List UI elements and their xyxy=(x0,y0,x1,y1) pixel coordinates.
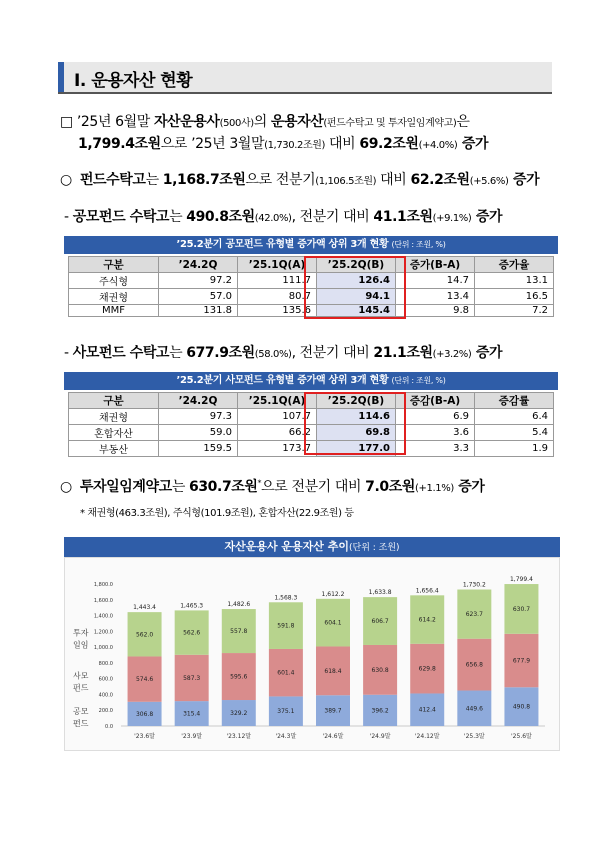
table-unit: (단위 : 조원, %) xyxy=(391,240,446,249)
stacked-bar-chart xyxy=(65,558,559,750)
ilim-keyword: 투자일임계약고 xyxy=(79,479,172,495)
y-tick-label: 200.0 xyxy=(98,708,113,715)
private-fund-line xyxy=(64,342,502,362)
fund-total: 1,168.7조원 xyxy=(162,172,246,188)
public-text: 증가 xyxy=(471,209,503,225)
table-cell: 9.8 xyxy=(396,305,475,317)
legend-label: 사모 xyxy=(73,671,89,681)
row-label: 채권형 xyxy=(69,289,159,305)
chart-container xyxy=(64,537,560,751)
bar-value-label: 630.7 xyxy=(512,605,531,613)
table-cell: 135.6 xyxy=(238,305,317,317)
table-cell: 107.7 xyxy=(238,409,317,425)
bar-value-label: 587.3 xyxy=(183,674,201,682)
table-cell: 5.4 xyxy=(475,425,554,441)
y-tick-label: 1,600.0 xyxy=(93,597,113,604)
ilim-text: 증가 xyxy=(453,479,485,495)
table-cell: 59.0 xyxy=(159,425,238,441)
fund-text: 는 xyxy=(145,172,163,188)
bar-value-label: 591.8 xyxy=(277,622,295,630)
legend-label: 펀드 xyxy=(73,719,89,729)
bar-total-label: 1,612.2 xyxy=(321,590,345,598)
column-header: 구분 xyxy=(69,393,159,409)
column-header: 구분 xyxy=(69,257,159,273)
summary-text: 으로 ’25년 3월말 xyxy=(160,136,265,152)
bar-value-label: 306.8 xyxy=(135,710,154,718)
column-header: ’25.2Q(B) xyxy=(317,257,396,273)
row-label: 채권형 xyxy=(69,409,159,425)
summary-text: ’25년 6월말 xyxy=(72,114,154,130)
private-total: 677.9조원 xyxy=(186,345,255,361)
x-tick-label: '23.6말 xyxy=(134,733,155,740)
x-tick-label: '25.3말 xyxy=(463,733,485,740)
chart-unit: (단위 : 조원) xyxy=(348,543,400,553)
row-label: 부동산 xyxy=(69,441,159,457)
table-cell: 145.4 xyxy=(317,305,396,317)
bar-value-label: 315.4 xyxy=(183,710,201,718)
bar-total-label: 1,465.3 xyxy=(180,602,204,610)
table-cell: 57.0 xyxy=(159,289,238,305)
y-tick-label: 600.0 xyxy=(98,676,113,683)
x-tick-label: '24.6말 xyxy=(322,733,344,740)
highlight-box xyxy=(304,256,406,319)
square-bullet-icon: □ xyxy=(60,114,73,130)
table-cell: 6.9 xyxy=(396,409,475,425)
table-title-text: ’25.2분기 사모펀드 유형별 증가액 상위 3개 현황 xyxy=(176,375,389,386)
private-rate: (+3.2%) xyxy=(432,349,472,360)
private-fund-table xyxy=(64,372,558,457)
summary-prev: (1,730.2조원) xyxy=(264,140,325,151)
bar-value-label: 557.8 xyxy=(230,628,248,636)
bar-value-label: 562.6 xyxy=(183,629,201,637)
bar-value-label: 490.8 xyxy=(512,703,531,711)
bar-value-label: 375.1 xyxy=(277,708,295,716)
summary-line-2 xyxy=(78,133,488,153)
chart-title xyxy=(64,537,560,557)
table-cell: 131.8 xyxy=(159,305,238,317)
bar-value-label: 601.4 xyxy=(277,669,295,677)
bar-value-label: 562.0 xyxy=(135,631,154,639)
dash-bullet: - xyxy=(64,209,69,225)
table-cell: 1.9 xyxy=(475,441,554,457)
circle-bullet-icon: ○ xyxy=(60,172,72,188)
bar-value-label: 396.2 xyxy=(371,707,389,715)
column-header: ’24.2Q xyxy=(159,257,238,273)
column-header: 증감(B-A) xyxy=(396,393,475,409)
private-share: (58.0%) xyxy=(254,349,292,360)
table-cell: 69.8 xyxy=(317,425,396,441)
bar-total-label: 1,633.8 xyxy=(368,589,392,597)
table-cell: 3.3 xyxy=(396,441,475,457)
ilim-increase: 7.0조원 xyxy=(365,479,416,495)
dash-bullet: - xyxy=(64,345,69,361)
row-label: 주식형 xyxy=(69,273,159,289)
table-cell: 7.2 xyxy=(475,305,554,317)
ilim-text: 는 xyxy=(171,479,189,495)
private-text: 는 xyxy=(169,345,187,361)
bar-value-label: 574.6 xyxy=(135,676,154,684)
table-cell: 66.2 xyxy=(238,425,317,441)
x-tick-label: '23.12말 xyxy=(226,733,252,740)
summary-keyword: 자산운용사 xyxy=(153,114,220,130)
bar-value-label: 606.7 xyxy=(371,618,389,626)
table-unit: (단위 : 조원, %) xyxy=(391,376,446,385)
table-title xyxy=(64,236,558,254)
table-title-text: ’25.2분기 공모펀드 유형별 증가액 상위 3개 현황 xyxy=(176,239,389,250)
summary-keyword: 운용자산 xyxy=(270,114,324,130)
column-header: ’25.2Q(B) xyxy=(317,393,396,409)
table-cell: 97.2 xyxy=(159,273,238,289)
chart-title-text: 자산운용사 운용자산 추이 xyxy=(224,540,349,553)
section-title-box xyxy=(58,62,552,92)
summary-text: 의 xyxy=(253,114,271,130)
private-keyword: 사모펀드 수탁고 xyxy=(72,345,170,361)
summary-line-1 xyxy=(60,111,469,131)
bar-value-label: 614.2 xyxy=(418,616,436,624)
column-header: 증감률 xyxy=(475,393,554,409)
private-text: 증가 xyxy=(471,345,503,361)
x-tick-label: '24.9말 xyxy=(369,733,391,740)
table-cell: 114.6 xyxy=(317,409,396,425)
y-tick-label: 1,000.0 xyxy=(93,645,113,652)
table-cell: 14.7 xyxy=(396,273,475,289)
public-total: 490.8조원 xyxy=(186,209,255,225)
y-tick-label: 400.0 xyxy=(98,692,113,699)
bar-total-label: 1,568.3 xyxy=(274,594,298,602)
public-increase: 41.1조원 xyxy=(373,209,433,225)
chart-area xyxy=(64,557,560,751)
ilim-text: 으로 전분기 대비 xyxy=(261,479,366,495)
column-header: 증가(B-A) xyxy=(396,257,475,273)
circle-bullet-icon: ○ xyxy=(60,479,72,495)
section-title: Ⅰ. 운용자산 현황 xyxy=(74,71,193,91)
bar-value-label: 630.8 xyxy=(371,666,389,674)
y-tick-label: 0.0 xyxy=(105,724,113,730)
summary-count: (500사) xyxy=(219,118,254,129)
title-rule xyxy=(58,92,552,94)
legend-label: 투자 xyxy=(73,628,89,638)
ilim-footnote: * 채권형(463.3조원), 주식형(101.9조원), 혼합자산(22.9조원) 등 xyxy=(80,508,354,519)
table-cell: 13.1 xyxy=(475,273,554,289)
ilim-line xyxy=(60,476,485,496)
summary-text: 대비 xyxy=(325,136,360,152)
private-increase: 21.1조원 xyxy=(373,345,433,361)
public-rate: (+9.1%) xyxy=(432,213,472,224)
table-title xyxy=(64,372,558,390)
summary-note: (펀드수탁고 및 투자일임계약고) xyxy=(323,118,457,129)
highlight-box xyxy=(304,392,406,455)
bar-value-label: 618.4 xyxy=(324,667,342,675)
summary-total: 1,799.4조원 xyxy=(78,136,161,152)
ilim-rate: (+1.1%) xyxy=(415,483,454,494)
column-header: ’25.1Q(A) xyxy=(238,393,317,409)
public-text: , 전분기 대비 xyxy=(291,209,374,225)
private-text: , 전분기 대비 xyxy=(291,345,374,361)
table-cell: 111.7 xyxy=(238,273,317,289)
bar-value-label: 656.8 xyxy=(465,661,483,669)
legend-label: 펀드 xyxy=(73,683,89,693)
public-keyword: 공모펀드 수탁고 xyxy=(72,209,170,225)
fund-keyword: 펀드수탁고 xyxy=(79,172,146,188)
legend-label: 일임 xyxy=(73,640,89,650)
x-tick-label: '25.6말 xyxy=(511,733,532,740)
summary-rate: (+4.0%) xyxy=(418,140,458,151)
bar-total-label: 1,443.4 xyxy=(133,604,157,612)
fund-text: 대비 xyxy=(376,172,411,188)
x-tick-label: '24.3말 xyxy=(275,733,297,740)
bar-value-label: 629.8 xyxy=(418,665,436,673)
table-cell: 80.7 xyxy=(238,289,317,305)
y-tick-label: 1,200.0 xyxy=(93,629,113,636)
bar-value-label: 389.7 xyxy=(324,707,342,715)
column-header: ’24.2Q xyxy=(159,393,238,409)
public-text: 는 xyxy=(169,209,187,225)
bar-value-label: 623.7 xyxy=(465,611,483,619)
fund-text: 증가 xyxy=(508,172,540,188)
column-header: ’25.1Q(A) xyxy=(238,257,317,273)
row-label: MMF xyxy=(69,305,159,317)
bar-value-label: 449.6 xyxy=(465,705,483,713)
fund-rate: (+5.6%) xyxy=(469,176,509,187)
bar-total-label: 1,799.4 xyxy=(509,576,533,584)
public-fund-table xyxy=(64,236,558,317)
table-cell: 173.7 xyxy=(238,441,317,457)
table-cell: 16.5 xyxy=(475,289,554,305)
bar-value-label: 329.2 xyxy=(230,710,248,718)
table-cell: 94.1 xyxy=(317,289,396,305)
ilim-total: 630.7조원 xyxy=(189,479,258,495)
fund-increase: 62.2조원 xyxy=(410,172,470,188)
bar-value-label: 604.1 xyxy=(324,619,342,627)
x-tick-label: '23.9말 xyxy=(181,733,203,740)
table-cell: 159.5 xyxy=(159,441,238,457)
summary-text: 증가 xyxy=(457,136,489,152)
fund-text: 으로 전분기 xyxy=(245,172,316,188)
bar-value-label: 595.6 xyxy=(230,673,248,681)
section-title-accent xyxy=(58,62,64,92)
bar-value-label: 412.4 xyxy=(418,706,436,714)
row-label: 혼합자산 xyxy=(69,425,159,441)
y-tick-label: 800.0 xyxy=(98,660,113,667)
fund-line xyxy=(60,169,539,189)
summary-text: 은 xyxy=(456,114,470,130)
column-header: 증가율 xyxy=(475,257,554,273)
bar-value-label: 677.9 xyxy=(512,657,531,665)
table-cell: 126.4 xyxy=(317,273,396,289)
y-tick-label: 1,800.0 xyxy=(93,582,113,588)
public-fund-line xyxy=(64,206,502,226)
bar-total-label: 1,482.6 xyxy=(227,601,251,609)
summary-increase: 69.2조원 xyxy=(359,136,419,152)
table-cell: 3.6 xyxy=(396,425,475,441)
table-cell: 177.0 xyxy=(317,441,396,457)
bar-total-label: 1,730.2 xyxy=(462,581,486,589)
public-share: (42.0%) xyxy=(254,213,292,224)
bar-total-label: 1,656.4 xyxy=(415,587,439,595)
table-cell: 13.4 xyxy=(396,289,475,305)
fund-prev: (1,106.5조원) xyxy=(315,176,377,187)
x-tick-label: '24.12말 xyxy=(414,733,440,740)
y-tick-label: 1,400.0 xyxy=(93,613,113,620)
table-cell: 6.4 xyxy=(475,409,554,425)
footnote-mark: * xyxy=(257,478,262,488)
legend-label: 공모 xyxy=(73,707,89,717)
table-cell: 97.3 xyxy=(159,409,238,425)
